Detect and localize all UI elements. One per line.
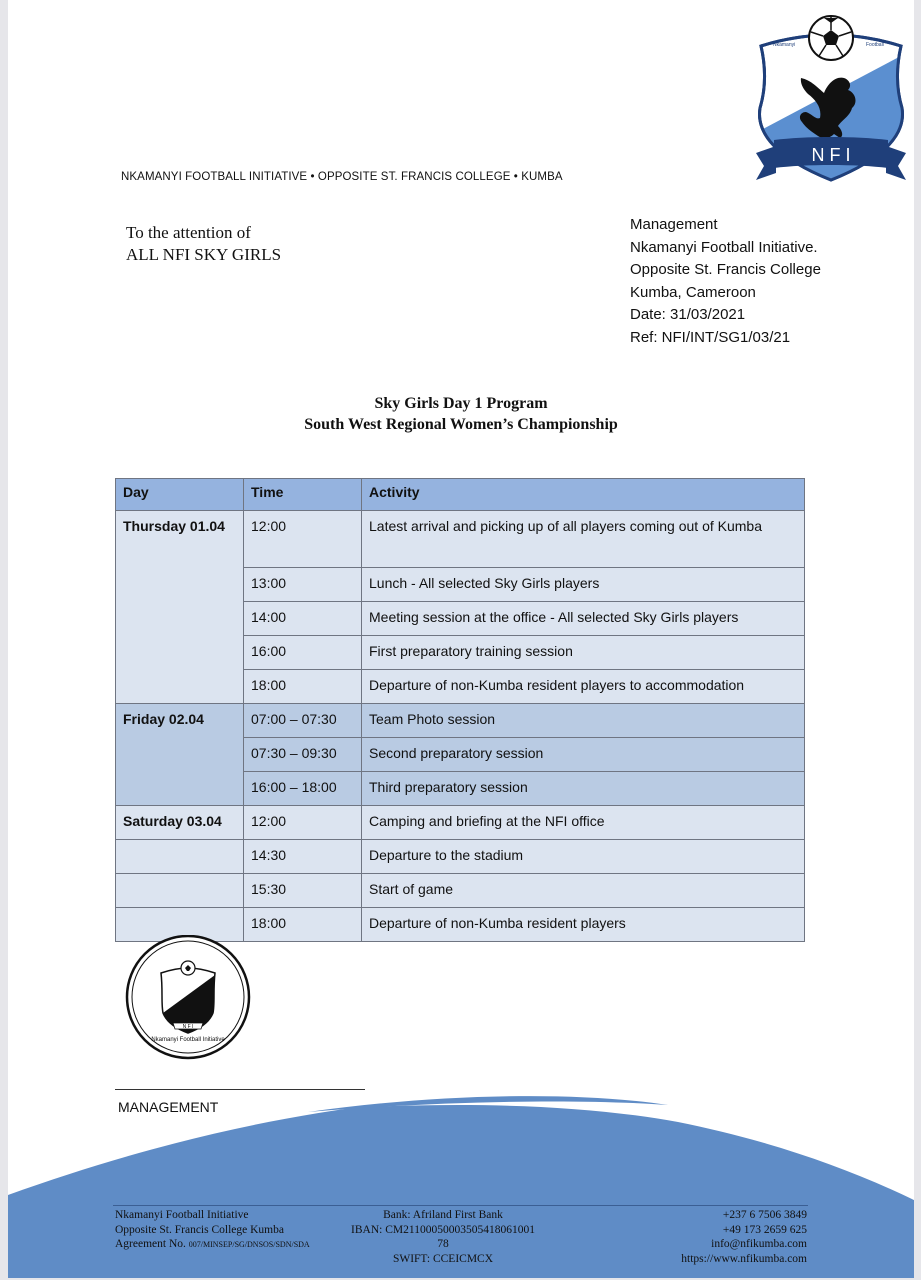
activity-cell: Second preparatory session [362, 738, 805, 772]
footer-bank: Bank: Afriland First Bank [383, 1209, 503, 1221]
day-cell: Thursday 01.04 [116, 511, 244, 704]
table-row [116, 874, 805, 908]
footer-org-address: Opposite St. Francis College Kumba [115, 1223, 284, 1236]
org-address-line: NKAMANYI FOOTBALL INITIATIVE • OPPOSITE ST. FRANCIS COLLEGE • KUMBA [121, 171, 563, 183]
group-thursday [116, 511, 805, 704]
activity-cell: Departure to the stadium [362, 840, 805, 874]
nfi-crest-logo [746, 8, 914, 193]
activity-cell: Meeting session at the office - All selected Sky Girls players [362, 602, 805, 636]
time-cell: 15:30 [244, 874, 362, 908]
time-cell: 16:00 – 18:00 [244, 772, 362, 806]
signature-label: MANAGEMENT [118, 1099, 219, 1115]
day-cell: Friday 02.04 [116, 704, 244, 806]
letter-page [8, 0, 914, 1278]
table-row [116, 840, 805, 874]
activity-cell: Departure of non-Kumba resident players [362, 908, 805, 942]
time-cell: 14:30 [244, 840, 362, 874]
day-cell-empty [116, 840, 244, 874]
footer-email[interactable]: info@nfikumba.com [711, 1238, 807, 1250]
footer-agreement: Agreement No. 007/MINSEP/SG/DNSOS/SDN/SDA [115, 1238, 310, 1250]
activity-cell: Latest arrival and picking up of all players coming out of Kumba [362, 511, 805, 568]
program-table [115, 478, 805, 942]
table-row [116, 511, 805, 568]
time-cell: 16:00 [244, 636, 362, 670]
footer-org-info [115, 1208, 310, 1253]
time-cell: 14:00 [244, 602, 362, 636]
letter-ref: Ref: NFI/INT/SG1/03/21 [630, 328, 791, 346]
svg-text:N F I: N F I [811, 145, 851, 165]
svg-text:Football: Football [866, 42, 884, 48]
activity-cell: First preparatory training session [362, 636, 805, 670]
sender-block [630, 214, 821, 349]
footer-contact-info [681, 1208, 807, 1266]
table-row [116, 806, 805, 840]
day-cell: Saturday 03.04 [116, 806, 244, 840]
footer-website[interactable]: https://www.nfikumba.com [681, 1252, 807, 1265]
header-activity: Activity [362, 479, 805, 511]
recipient-line-2: ALL NFI SKY GIRLS [126, 245, 282, 264]
svg-text:Nkamanyi: Nkamanyi [773, 42, 796, 48]
footer-iban: IBAN: CM21100050003505418061001 78 [351, 1223, 535, 1250]
footer-phone-cm: +237 6 7506 3849 [722, 1209, 807, 1221]
activity-cell: Lunch - All selected Sky Girls players [362, 568, 805, 602]
title-line-2: South West Regional Women’s Championship [304, 416, 618, 433]
group-friday [116, 704, 805, 806]
sender-name: Management [630, 216, 718, 233]
footer-rule [113, 1205, 808, 1206]
footer-org-name: Nkamanyi Football Initiative [115, 1209, 249, 1221]
footer-swift: SWIFT: CCEICMCX [392, 1252, 494, 1265]
agreement-number: 007/MINSEP/SG/DNSOS/SDN/SDA [188, 1240, 310, 1249]
recipient-line-1: To the attention of [126, 223, 251, 242]
header-time: Time [244, 479, 362, 511]
header-day: Day [116, 479, 244, 511]
activity-cell: Team Photo session [362, 704, 805, 738]
activity-cell: Camping and briefing at the NFI office [362, 806, 805, 840]
day-cell-empty [116, 874, 244, 908]
nfi-stamp [123, 935, 253, 1060]
recipient-block [126, 222, 281, 266]
sender-address: Opposite St. Francis College [630, 261, 821, 278]
time-cell: 18:00 [244, 670, 362, 704]
group-saturday [116, 806, 805, 942]
time-cell: 18:00 [244, 908, 362, 942]
activity-cell: Departure of non-Kumba resident players to accommodation [362, 670, 805, 704]
time-cell: 12:00 [244, 511, 362, 568]
activity-cell: Third preparatory session [362, 772, 805, 806]
svg-text:Nkamanyi Football Initiative: Nkamanyi Football Initiative [151, 1037, 225, 1043]
time-cell: 12:00 [244, 806, 362, 840]
footer-bank-info [348, 1208, 538, 1266]
footer-phone-de: +49 173 2659 625 [722, 1223, 807, 1236]
time-cell: 07:30 – 09:30 [244, 738, 362, 772]
letter-date: Date: 31/03/2021 [630, 306, 746, 323]
svg-text:N F I: N F I [182, 1024, 194, 1030]
document-title [8, 393, 914, 435]
table-header-row [116, 479, 805, 511]
title-line-1: Sky Girls Day 1 Program [374, 395, 548, 412]
sender-org: Nkamanyi Football Initiative. [630, 238, 818, 256]
table-row [116, 704, 805, 738]
sender-city: Kumba, Cameroon [630, 283, 756, 301]
activity-cell: Start of game [362, 874, 805, 908]
time-cell: 07:00 – 07:30 [244, 704, 362, 738]
time-cell: 13:00 [244, 568, 362, 602]
